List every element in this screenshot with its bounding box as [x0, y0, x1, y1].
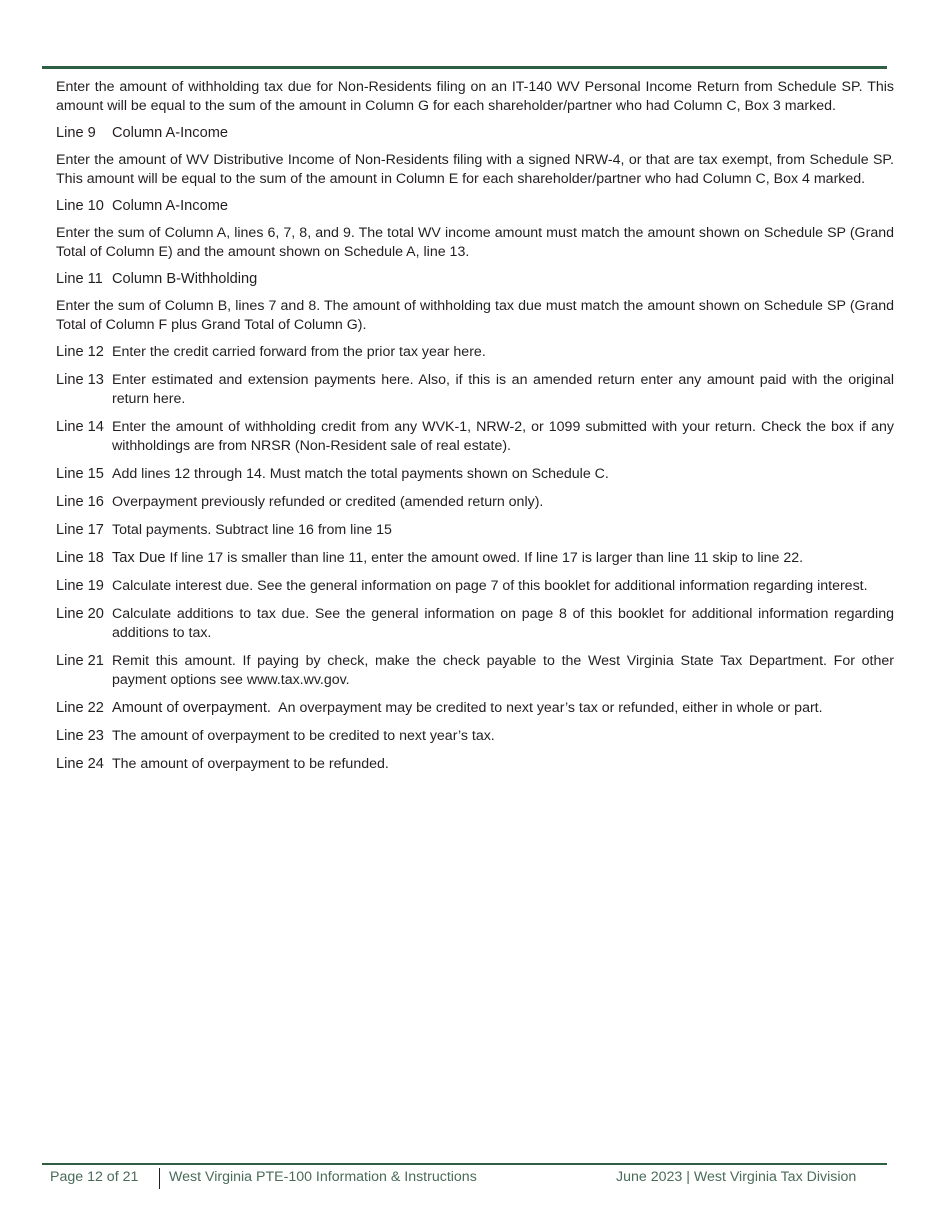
section-line-9	[56, 124, 894, 189]
section-line-10	[56, 197, 894, 262]
section-body: Enter the sum of Column A, lines 6, 7, 8, and 9. The total WV income amount must match the amount shown on Schedule SP (Grand Total of Column E) and the amount shown on Schedule A, line 13.	[56, 225, 894, 260]
line-item-15	[56, 465, 894, 484]
line-item-24	[56, 755, 894, 774]
section-heading	[56, 124, 894, 143]
header-rule	[42, 66, 887, 69]
line-text: The amount of overpayment to be refunded.	[112, 756, 389, 772]
line-text: The amount of overpayment to be credited to next year’s tax.	[112, 728, 495, 744]
line-number: Line 19	[56, 578, 104, 594]
line-text: Overpayment previously refunded or credited (amended return only).	[112, 494, 544, 510]
line-item-13	[56, 371, 894, 409]
section-line-11	[56, 270, 894, 335]
line-text: Calculate interest due. See the general information on page 7 of this booklet for additional information regarding interest.	[112, 578, 868, 594]
line-lead-label: Amount of overpayment.	[112, 700, 271, 716]
line-text-wrapper	[112, 699, 894, 718]
line-item-22	[56, 699, 894, 718]
line-item-20	[56, 605, 894, 643]
line-number: Line 16	[56, 494, 104, 510]
line-lead-label: Tax Due	[112, 550, 166, 566]
line-number: Line 11	[56, 271, 103, 287]
section-body: Enter the sum of Column B, lines 7 and 8. The amount of withholding tax due must match the amount shown on Schedule SP (Grand Total of Column F plus Grand Total of Column G).	[56, 298, 894, 333]
line-number: Line 14	[56, 419, 104, 435]
line-item-19	[56, 577, 894, 596]
line-number: Line 13	[56, 372, 104, 388]
section-title: Column A-Income	[112, 125, 228, 141]
line-text: Enter estimated and extension payments here. Also, if this is an amended return enter any amount paid with the original return here.	[112, 372, 894, 407]
section-body: Enter the amount of WV Distributive Income of Non-Residents filing with a signed NRW-4, or that are tax exempt, from Schedule SP. This amount will be equal to the sum of the amount in Column E for each shareholder/partner who had Column C, Box 4 marked.	[56, 152, 894, 187]
line-text: Remit this amount. If paying by check, make the check payable to the West Virginia State Tax Department. For other payment options see www.tax.wv.gov.	[112, 653, 894, 688]
line-number: Line 12	[56, 344, 104, 360]
line-item-23	[56, 727, 894, 746]
section-title: Column A-Income	[112, 198, 228, 214]
section-title: Column B-Withholding	[112, 271, 258, 287]
line-item-12	[56, 343, 894, 362]
line-number: Line 15	[56, 466, 104, 482]
line-text-wrapper	[112, 549, 894, 568]
footer-date-division: June 2023 | West Virginia Tax Division	[616, 1169, 857, 1185]
line-number: Line 9	[56, 125, 96, 141]
line-text: Calculate additions to tax due. See the general information on page 8 of this booklet for additional information regarding additions to tax.	[112, 606, 894, 641]
footer-rule	[42, 1163, 887, 1165]
line-item-16	[56, 493, 894, 512]
footer-page-number: Page 12 of 21	[50, 1169, 139, 1185]
line-text: Total payments. Subtract line 16 from line 15	[112, 522, 392, 538]
line-number: Line 23	[56, 728, 104, 744]
line-text: Enter the amount of withholding credit from any WVK-1, NRW-2, or 1099 submitted with your return. Check the box if any withholdings are from NRSR (Non-Resident sale of real estate).	[112, 419, 894, 454]
section-heading	[56, 197, 894, 216]
line-text: An overpayment may be credited to next year’s tax or refunded, either in whole or part.	[275, 700, 823, 716]
line-number: Line 10	[56, 198, 104, 214]
page-body	[56, 78, 894, 783]
line-number: Line 17	[56, 522, 104, 538]
section-heading	[56, 270, 894, 289]
footer-separator	[159, 1168, 160, 1189]
line-number: Line 20	[56, 606, 104, 622]
line-number: Line 24	[56, 756, 104, 772]
intro-paragraph: Enter the amount of withholding tax due for Non-Residents filing on an IT-140 WV Personal Income Return from Schedule SP. This amount will be equal to the sum of the amount in Column G for each shareholder/partner who had Column C, Box 3 marked.	[56, 79, 894, 114]
line-text: If line 17 is smaller than line 11, enter the amount owed. If line 17 is larger than line 11 skip to line 22.	[169, 550, 804, 566]
line-text: Enter the credit carried forward from the prior tax year here.	[112, 344, 486, 360]
line-number: Line 18	[56, 550, 104, 566]
line-number: Line 22	[56, 700, 104, 716]
footer-document-title: West Virginia PTE-100 Information & Instructions	[169, 1169, 477, 1185]
line-item-21	[56, 652, 894, 690]
line-item-14	[56, 418, 894, 456]
line-number: Line 21	[56, 653, 104, 669]
line-text: Add lines 12 through 14. Must match the total payments shown on Schedule C.	[112, 466, 609, 482]
line-item-17	[56, 521, 894, 540]
line-item-18	[56, 549, 894, 568]
